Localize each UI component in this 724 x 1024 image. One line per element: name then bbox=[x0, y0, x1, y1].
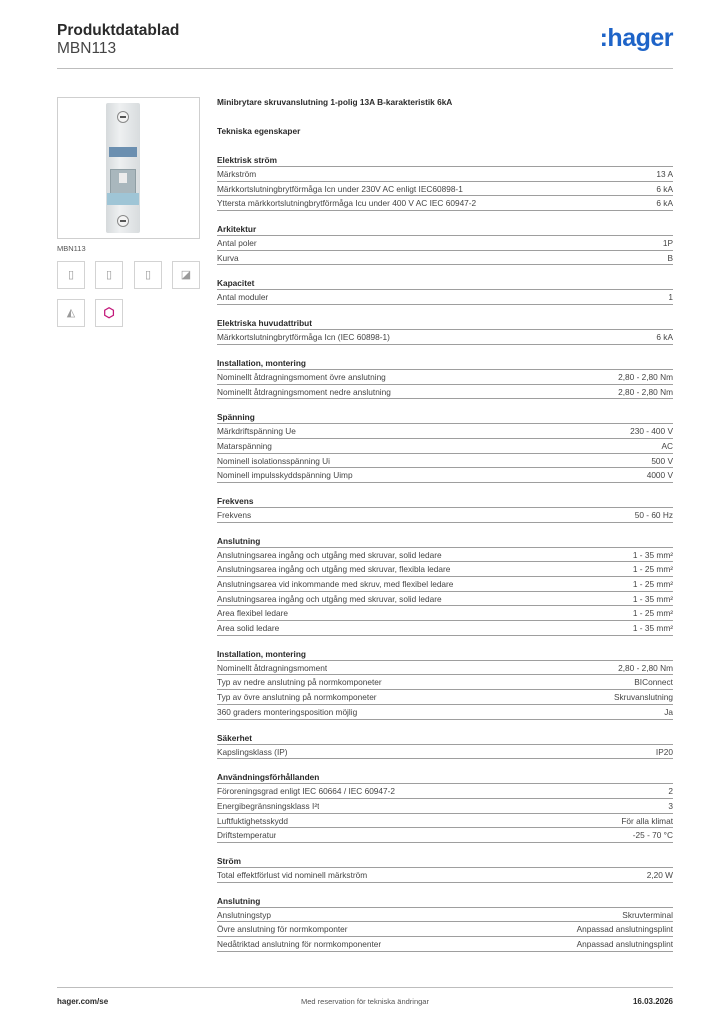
spec-row bbox=[217, 784, 673, 799]
technical-data bbox=[217, 95, 673, 964]
spec-section bbox=[217, 357, 673, 399]
spec-row bbox=[217, 908, 673, 923]
spec-row bbox=[217, 606, 673, 621]
spec-row bbox=[217, 577, 673, 592]
section-title: Elektriska huvudattribut bbox=[217, 317, 673, 330]
page-footer bbox=[57, 987, 673, 1007]
spec-row bbox=[217, 937, 673, 952]
spec-row bbox=[217, 675, 673, 690]
thumbnail-rear[interactable] bbox=[134, 261, 162, 289]
hager-logo: :hager bbox=[599, 24, 673, 52]
spec-value: 4000 V bbox=[646, 470, 673, 481]
section-title: Installation, montering bbox=[217, 357, 673, 370]
page-header bbox=[57, 20, 673, 70]
spec-section bbox=[217, 223, 673, 265]
article-number: MBN113 bbox=[57, 40, 117, 57]
circuit-breaker-illustration bbox=[106, 103, 140, 233]
mounted-view-icon: ◭ bbox=[66, 307, 76, 319]
spec-value: Skruvterminal bbox=[622, 909, 673, 920]
bottom-screw-icon bbox=[117, 215, 129, 227]
spec-value: 1 - 35 mm² bbox=[632, 593, 673, 604]
spec-section bbox=[217, 732, 673, 760]
spec-label: Anslutningstyp bbox=[217, 909, 271, 920]
spec-section bbox=[217, 648, 673, 720]
spec-section bbox=[217, 771, 673, 843]
spec-label: Anslutningsarea ingång och utgång med skruvar, solid ledare bbox=[217, 549, 442, 560]
spec-label: Area flexibel ledare bbox=[217, 608, 289, 619]
spec-label: Typ av nedre anslutning på normkomponeter bbox=[217, 677, 382, 688]
spec-label: Driftstemperatur bbox=[217, 830, 277, 841]
spec-row bbox=[217, 454, 673, 469]
spec-row bbox=[217, 705, 673, 720]
rear-view-icon: ▯ bbox=[144, 269, 152, 281]
spec-label: Märkkortslutningbrytförmåga Icn (IEC 60898-1) bbox=[217, 332, 390, 343]
spec-label: Typ av övre anslutning på normkomponeter bbox=[217, 692, 377, 703]
energy-class-icon: ⬡ bbox=[103, 305, 115, 320]
section-title: Anslutning bbox=[217, 895, 673, 908]
spec-row bbox=[217, 251, 673, 266]
spec-label: Nominell impulsskyddspänning Uimp bbox=[217, 470, 353, 481]
spec-section bbox=[217, 495, 673, 523]
spec-label: 360 graders monteringsposition möjlig bbox=[217, 706, 358, 717]
thumbnail-mounted[interactable] bbox=[57, 299, 85, 327]
spec-label: Energibegränsningsklass I²t bbox=[217, 800, 320, 811]
spec-value: 1 - 25 mm² bbox=[632, 579, 673, 589]
spec-label: Nominellt åtdragningsmoment övre anslutning bbox=[217, 371, 386, 382]
spec-value: 6 kA bbox=[656, 183, 673, 194]
breaker-label bbox=[109, 147, 137, 157]
section-title: Elektrisk ström bbox=[217, 154, 673, 167]
spec-row bbox=[217, 182, 673, 197]
breaker-lever bbox=[110, 169, 136, 195]
spec-label: Yttersta märkkortslutningbrytförmåga Icu under 400 V AC IEC 60947-2 bbox=[217, 198, 477, 209]
footer-date: 16.03.2026 bbox=[632, 997, 673, 1006]
side-view-icon: ▯ bbox=[105, 269, 113, 281]
spec-row bbox=[217, 370, 673, 385]
spec-value: AC bbox=[661, 440, 673, 451]
spec-value: 2,80 - 2,80 Nm bbox=[618, 386, 673, 397]
footer-disclaimer: Med reservation för tekniska ändringar bbox=[301, 997, 429, 1006]
spec-row bbox=[217, 868, 673, 883]
spec-section bbox=[217, 277, 673, 305]
spec-label: Märkström bbox=[217, 169, 257, 179]
spec-row bbox=[217, 424, 673, 439]
spec-row bbox=[217, 562, 673, 577]
spec-value: 1 - 35 mm² bbox=[632, 623, 673, 634]
thumbnail-front[interactable] bbox=[57, 261, 85, 289]
section-title: Kapacitet bbox=[217, 277, 673, 290]
spec-row bbox=[217, 385, 673, 400]
spec-value: 3 bbox=[668, 800, 673, 811]
spec-label: Matarspänning bbox=[217, 440, 272, 451]
spec-label: Övre anslutning för normkomponter bbox=[217, 924, 348, 935]
spec-value: 1 bbox=[668, 292, 673, 303]
section-title: Säkerhet bbox=[217, 732, 673, 745]
spec-row bbox=[217, 330, 673, 345]
section-title: Ström bbox=[217, 855, 673, 868]
spec-value: För alla klimat bbox=[621, 815, 673, 826]
spec-row bbox=[217, 439, 673, 454]
spec-label: Kurva bbox=[217, 252, 239, 263]
spec-value: 50 - 60 Hz bbox=[634, 509, 673, 520]
spec-section bbox=[217, 855, 673, 883]
spec-value: BIConnect bbox=[634, 677, 673, 688]
spec-value: 2,20 W bbox=[646, 869, 673, 880]
breaker-indicator bbox=[107, 193, 139, 205]
spec-row bbox=[217, 548, 673, 563]
spec-value: 500 V bbox=[651, 455, 673, 466]
spec-row bbox=[217, 661, 673, 676]
spec-value: Anpassad anslutningsplint bbox=[576, 924, 673, 935]
spec-row bbox=[217, 828, 673, 843]
spec-row bbox=[217, 167, 673, 182]
spec-label: Märkdriftspänning Ue bbox=[217, 426, 296, 437]
spec-value: 1 - 25 mm² bbox=[632, 564, 673, 575]
spec-value: Ja bbox=[664, 706, 673, 717]
spec-label: Märkkortslutningbrytförmåga Icn under 230V AC enligt IEC60898-1 bbox=[217, 183, 463, 194]
angle-view-icon: ◪ bbox=[180, 269, 192, 281]
spec-row bbox=[217, 922, 673, 937]
spec-row bbox=[217, 196, 673, 211]
spec-value: IP20 bbox=[655, 746, 673, 757]
spec-section bbox=[217, 317, 673, 345]
spec-label: Frekvens bbox=[217, 509, 252, 520]
spec-value: -25 - 70 °C bbox=[632, 830, 673, 841]
spec-section bbox=[217, 411, 673, 483]
front-view-icon: ▯ bbox=[67, 269, 75, 281]
top-screw-icon bbox=[117, 111, 129, 123]
spec-label: Area solid ledare bbox=[217, 623, 280, 634]
thumbnail-side[interactable] bbox=[95, 261, 123, 289]
thumbnail-angle[interactable] bbox=[172, 261, 200, 289]
product-description: Minibrytare skruvanslutning 1-polig 13A B-karakteristik 6kA bbox=[217, 97, 453, 107]
section-title: Anslutning bbox=[217, 535, 673, 548]
spec-value: Skruvanslutning bbox=[613, 692, 673, 703]
spec-row bbox=[217, 468, 673, 483]
spec-value: 1P bbox=[662, 238, 673, 249]
spec-row bbox=[217, 508, 673, 523]
spec-label: Total effektförlust vid nominell märkström bbox=[217, 869, 368, 880]
spec-value: 6 kA bbox=[656, 332, 673, 343]
section-title: Frekvens bbox=[217, 495, 673, 508]
spec-value: Anpassad anslutningsplint bbox=[576, 939, 673, 949]
spec-row bbox=[217, 690, 673, 705]
spec-label: Antal poler bbox=[217, 238, 257, 249]
spec-label: Nominellt åtdragningsmoment nedre anslutning bbox=[217, 386, 391, 397]
spec-label: Nominell isolationsspänning Ui bbox=[217, 455, 330, 466]
product-media bbox=[57, 97, 203, 320]
spec-value: 2 bbox=[668, 786, 673, 797]
spec-label: Anslutningsarea vid inkommande med skruv, med flexibel ledare bbox=[217, 579, 454, 589]
spec-row bbox=[217, 621, 673, 636]
spec-row bbox=[217, 236, 673, 251]
footer-website[interactable]: hager.com/se bbox=[57, 997, 109, 1006]
thumbnail-energy[interactable] bbox=[95, 299, 123, 327]
spec-label: Luftfuktighetsskydd bbox=[217, 815, 289, 826]
spec-value: 13 A bbox=[656, 169, 673, 179]
spec-label: Anslutningsarea ingång och utgång med skruvar, solid ledare bbox=[217, 593, 442, 604]
spec-value: 1 - 35 mm² bbox=[632, 549, 673, 560]
spec-value: 230 - 400 V bbox=[630, 426, 673, 437]
spec-label: Anslutningsarea ingång och utgång med skruvar, flexibla ledare bbox=[217, 564, 451, 575]
spec-row bbox=[217, 745, 673, 760]
spec-section bbox=[217, 154, 673, 211]
spec-row bbox=[217, 592, 673, 607]
spec-value: 6 kA bbox=[656, 198, 673, 209]
section-title: Installation, montering bbox=[217, 648, 673, 661]
section-title: Spänning bbox=[217, 411, 673, 424]
spec-value: 2,80 - 2,80 Nm bbox=[618, 371, 673, 382]
spec-section bbox=[217, 535, 673, 636]
document-title: Produktdatablad bbox=[57, 22, 180, 39]
product-image[interactable] bbox=[57, 97, 200, 239]
header-divider bbox=[57, 68, 673, 69]
spec-section bbox=[217, 895, 673, 952]
section-title: Användningsförhållanden bbox=[217, 771, 673, 784]
spec-value: B bbox=[667, 252, 673, 263]
spec-label: Antal moduler bbox=[217, 292, 269, 303]
spec-label: Föroreningsgrad enligt IEC 60664 / IEC 60947-2 bbox=[217, 786, 396, 797]
spec-label: Nedåtriktad anslutning för normkomponenter bbox=[217, 939, 382, 949]
section-title: Arkitektur bbox=[217, 223, 673, 236]
spec-row bbox=[217, 799, 673, 814]
product-image-caption: MBN113 bbox=[57, 244, 86, 253]
spec-value: 1 - 25 mm² bbox=[632, 608, 673, 619]
spec-row bbox=[217, 290, 673, 305]
technical-heading: Tekniska egenskaper bbox=[217, 126, 301, 136]
spec-label: Kapslingsklass (IP) bbox=[217, 746, 288, 757]
spec-row bbox=[217, 814, 673, 829]
spec-value: 2,80 - 2,80 Nm bbox=[618, 662, 673, 673]
spec-sections bbox=[217, 154, 673, 952]
spec-label: Nominellt åtdragningsmoment bbox=[217, 662, 328, 673]
